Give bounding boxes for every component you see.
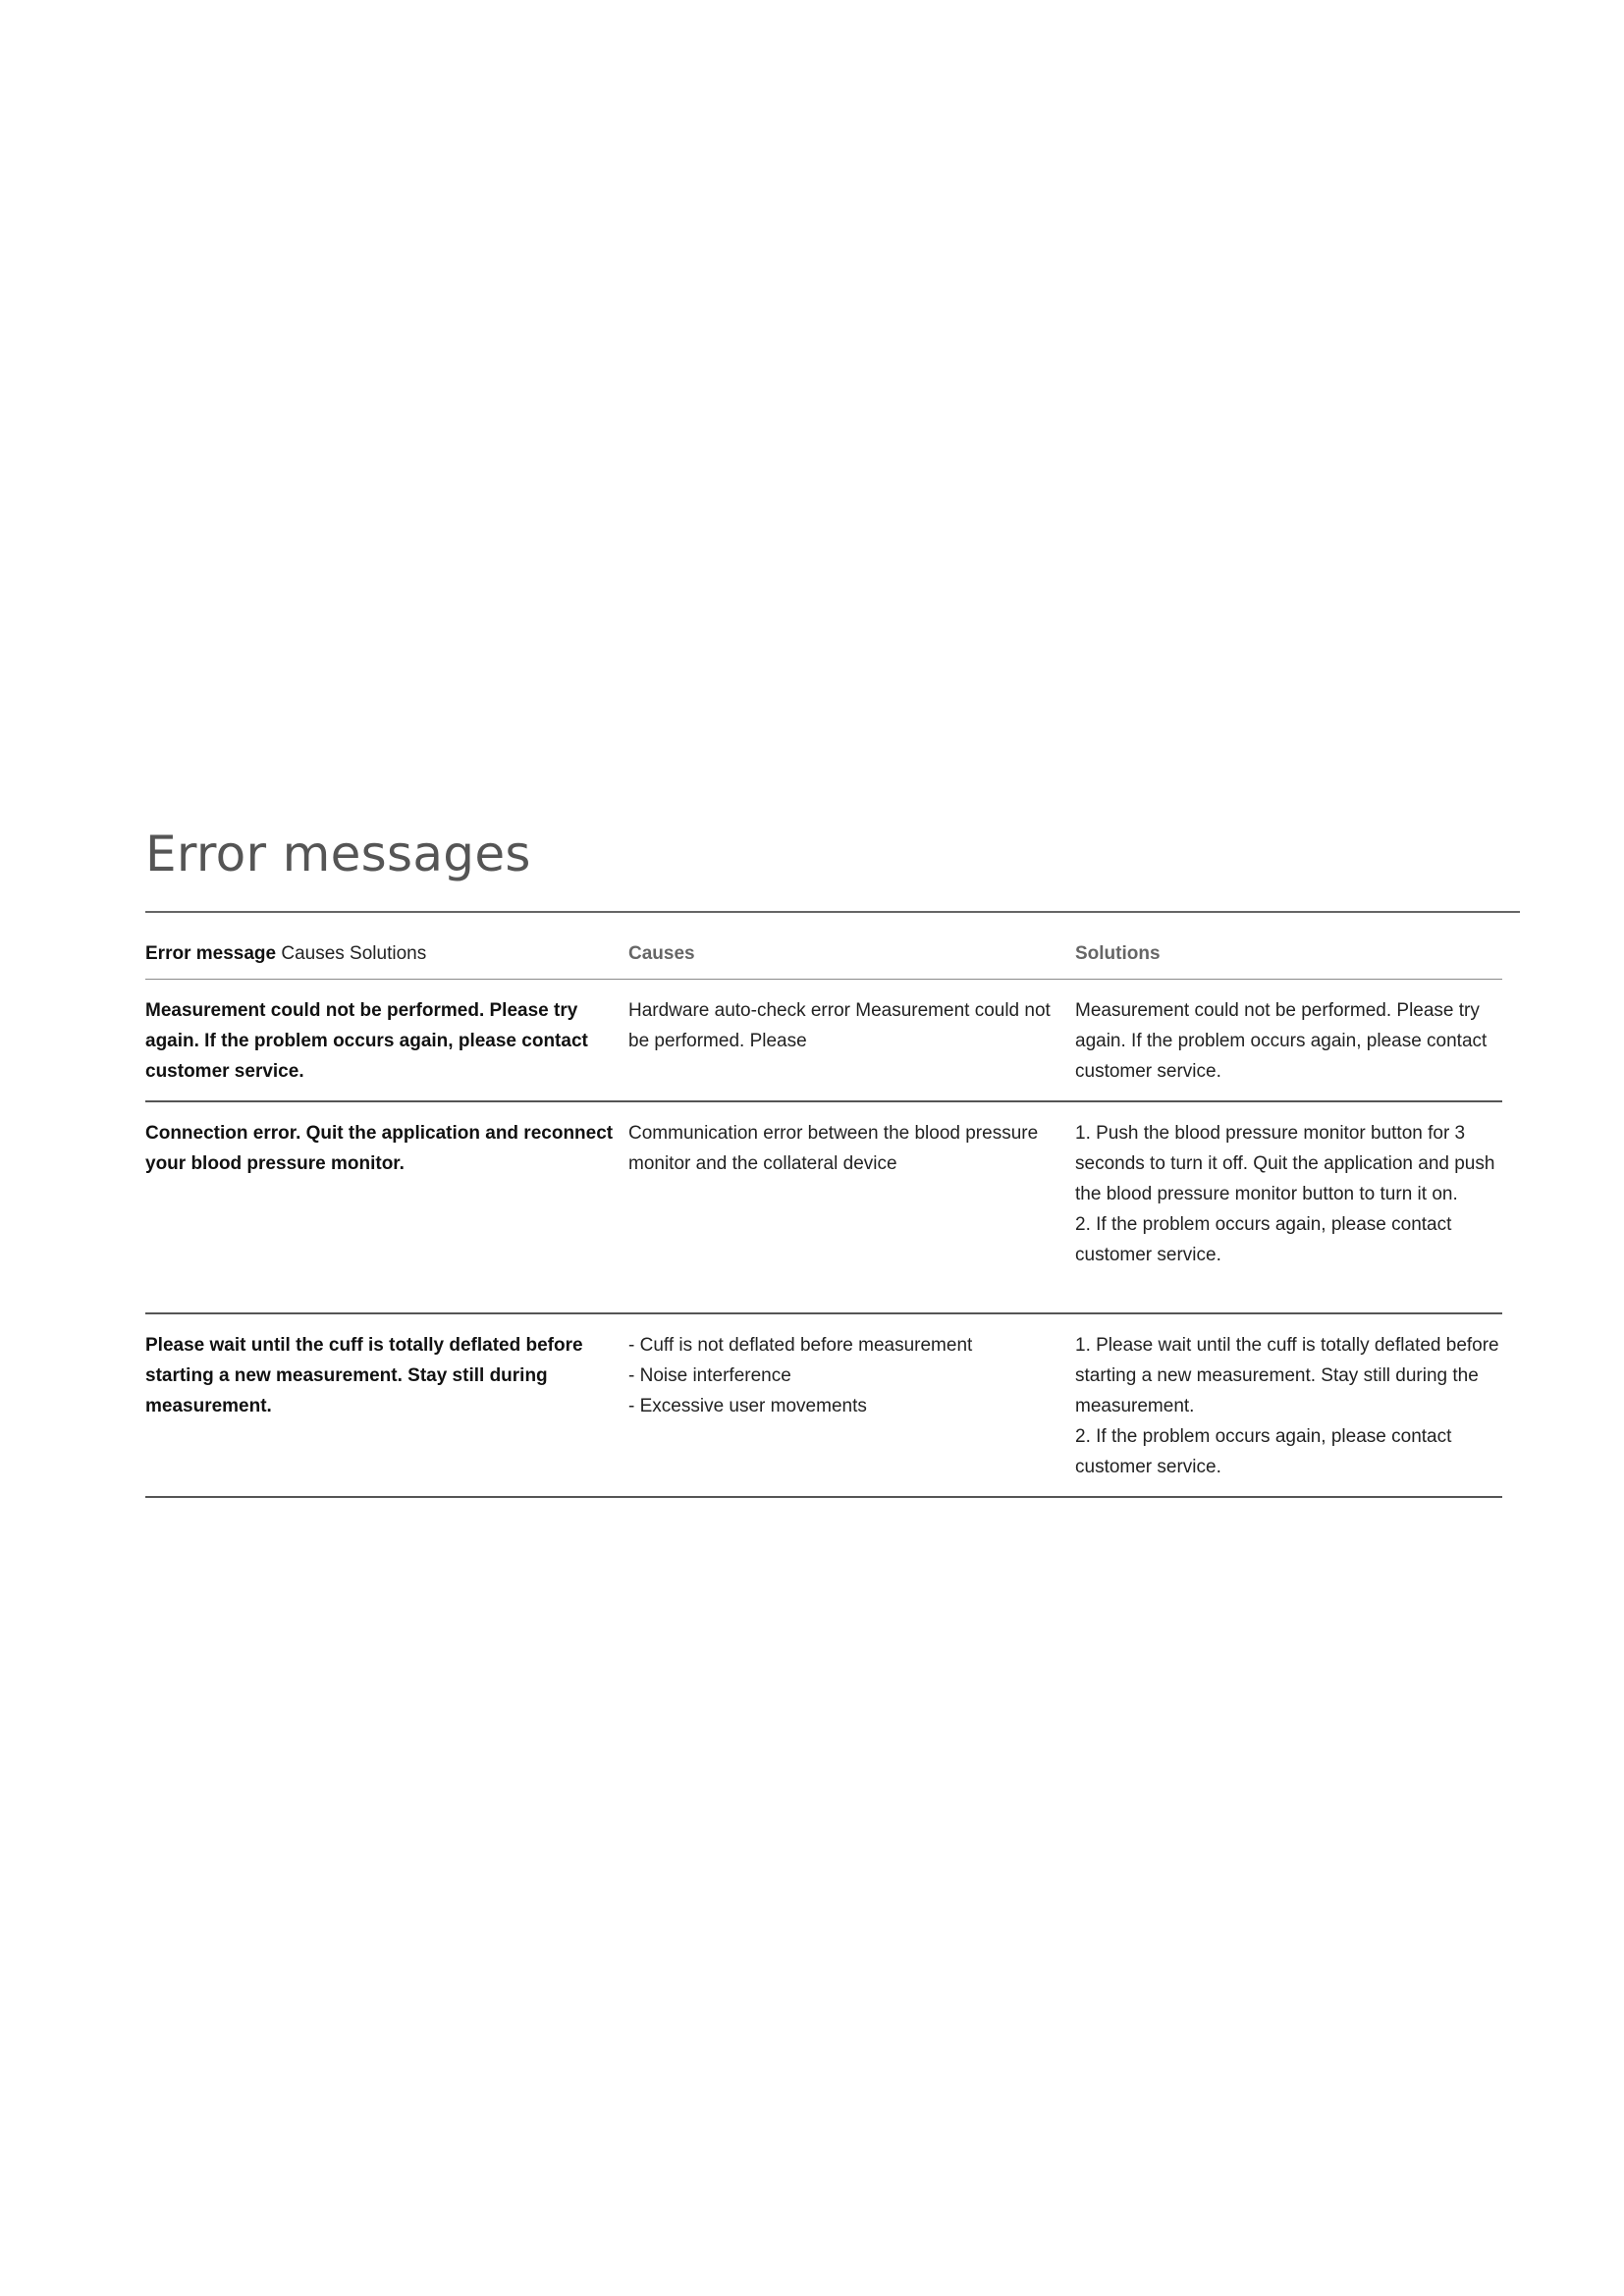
row-error-message: Connection error. Quit the application and reconnect your blood pressure monitor. [145,1123,614,1174]
page-title: Error messages [145,826,531,882]
row-cause: Communication error between the blood pressure monitor and the collateral device [628,1123,1039,1174]
row-solution: 1. Push the blood pressure monitor button for 3 seconds to turn it off. Quit the application and push the blood pressure monitor button to turn it on. 2. If the problem occurs again, please contact customer service. [1075,1123,1495,1265]
header-causes: Causes [628,943,695,964]
row-error-message: Please wait until the cuff is totally deflated before starting a new measurement. Stay still during measurement. [145,1335,583,1416]
row-solution: Measurement could not be performed. Please try again. If the problem occurs again, please contact customer service. [1075,1000,1488,1082]
error-messages-table [145,929,1502,1498]
row-cause-overlay-text: Measurement could not be performed. Please [628,1000,1051,1051]
table-row [145,1102,1502,1314]
table-row [145,1314,1502,1498]
row-solution: 1. Please wait until the cuff is totally deflated before starting a new measurement. Stay still during the measurement. 2. If the problem occurs again, please contact customer service. [1075,1335,1499,1477]
row-error-message: Measurement could not be performed. Please try again. If the problem occurs again, please contact customer service. [145,1000,588,1082]
row-cause: - Cuff is not deflated before measurement - Noise interference - Excessive user movements [628,1335,973,1416]
row-cause [628,980,1075,1100]
table-row [145,980,1502,1102]
table-header-row [145,929,1502,980]
header-error-message-label: Error message [145,943,277,964]
header-error-message [145,929,628,969]
row-cause-text: Hardware auto-check error [628,1000,850,1021]
title-divider [145,911,1520,913]
header-solutions: Solutions [1075,943,1161,964]
header-error-message-extra: Causes Solutions [276,943,427,964]
